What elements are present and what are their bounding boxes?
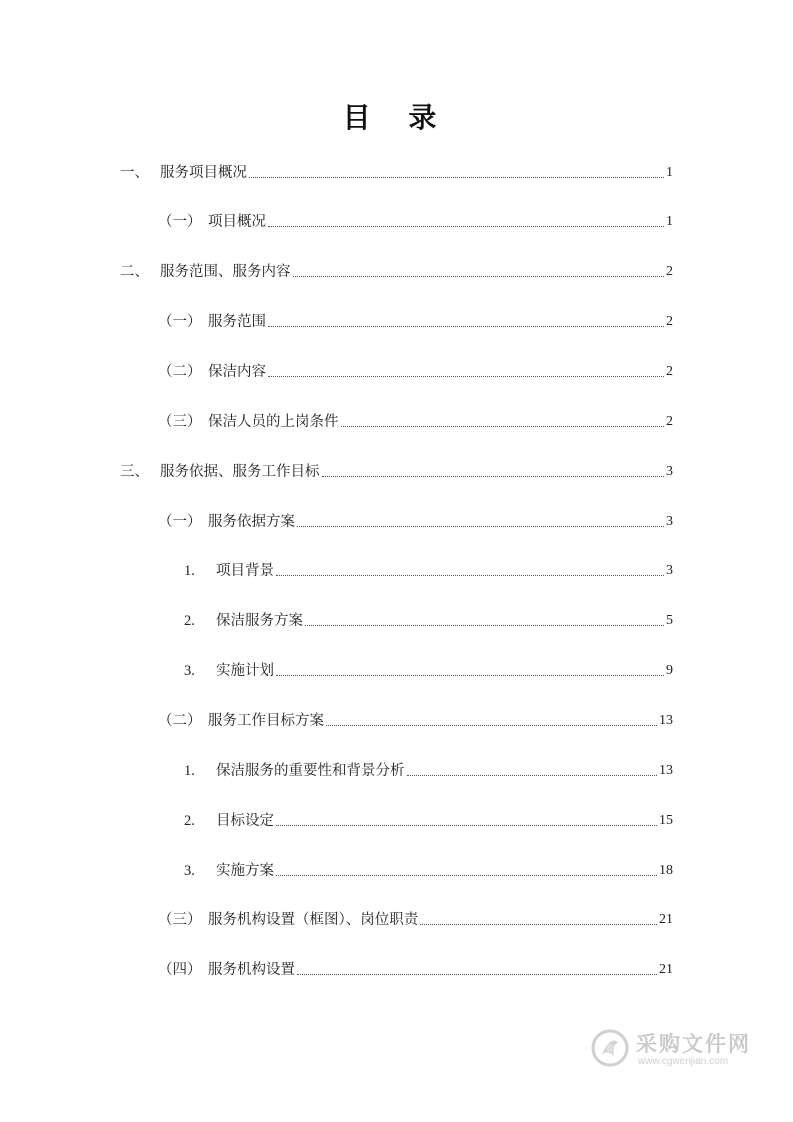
dot-leader <box>341 426 665 427</box>
toc-entry-title: 保洁服务的重要性和背景分析 <box>216 763 405 779</box>
toc-entry-page: 3 <box>666 464 673 479</box>
toc-entry-title: 服务机构设置（框图）、岗位职责 <box>208 912 419 928</box>
watermark-url: www.cgwenjian.com <box>638 1056 729 1067</box>
toc-entry[interactable] <box>158 413 673 431</box>
toc-entry-page: 13 <box>659 763 673 778</box>
dot-leader <box>276 675 664 676</box>
dot-leader <box>322 476 665 477</box>
toc-entry[interactable] <box>184 562 673 580</box>
toc-entry-page: 2 <box>666 314 673 329</box>
toc-entry[interactable] <box>184 762 673 780</box>
dot-leader <box>276 825 657 826</box>
toc-entry-page: 18 <box>659 863 673 878</box>
toc-entry-title: 服务工作目标方案 <box>208 713 324 729</box>
toc-entry-title: 服务机构设置 <box>208 962 295 978</box>
toc-entry-title: 实施计划 <box>216 663 274 679</box>
toc-entry-title: 保洁内容 <box>208 364 266 380</box>
toc-entry-page: 2 <box>666 414 673 429</box>
toc-entry[interactable] <box>158 313 673 331</box>
dot-leader <box>276 575 664 576</box>
toc-entry[interactable] <box>158 363 673 381</box>
toc-entry-title: 保洁人员的上岗条件 <box>208 414 339 430</box>
toc-entry-number: （一） <box>158 214 202 230</box>
toc-entry-title: 目标设定 <box>216 813 274 829</box>
toc-entry[interactable] <box>120 463 673 481</box>
toc-entry-number: 2. <box>184 613 195 629</box>
toc-entry-number: 1. <box>184 563 195 579</box>
toc-entry-title: 服务依据方案 <box>208 514 295 530</box>
page-title: 目 录 <box>342 101 451 134</box>
toc-entry-number: 2. <box>184 813 195 829</box>
toc-entry-page: 3 <box>666 563 673 578</box>
toc-entry-page: 2 <box>666 364 673 379</box>
toc-entry[interactable] <box>158 961 673 979</box>
toc-entry[interactable] <box>184 662 673 680</box>
toc-entry[interactable] <box>184 612 673 630</box>
toc-entry-number: （三） <box>158 912 202 928</box>
toc-entry-page: 2 <box>666 264 673 279</box>
toc-entry-title: 实施方案 <box>216 863 274 879</box>
toc-entry-title: 服务依据、服务工作目标 <box>160 464 320 480</box>
toc-entry-title: 服务范围 <box>208 314 266 330</box>
toc-entry-title: 项目背景 <box>216 563 274 579</box>
dot-leader <box>268 376 664 377</box>
toc-entry-title: 服务项目概况 <box>160 165 247 181</box>
watermark-name: 采购文件网 <box>636 1032 751 1056</box>
toc-entry-number: 三、 <box>120 464 149 480</box>
dot-leader <box>249 177 664 178</box>
toc-entry-number: （三） <box>158 414 202 430</box>
toc-entry-page: 21 <box>659 962 673 977</box>
site-logo-icon <box>590 1028 630 1068</box>
toc-entry-page: 13 <box>659 713 673 728</box>
toc-entry-page: 1 <box>666 214 673 229</box>
toc-entry-number: （二） <box>158 364 202 380</box>
watermark <box>590 1026 765 1076</box>
dot-leader <box>268 226 664 227</box>
dot-leader <box>305 625 664 626</box>
toc-entry-number: （二） <box>158 713 202 729</box>
toc-entry-page: 9 <box>666 663 673 678</box>
dot-leader <box>297 974 657 975</box>
toc-entry-title: 保洁服务方案 <box>216 613 303 629</box>
toc-entry-page: 3 <box>666 514 673 529</box>
toc-entry[interactable] <box>158 712 673 730</box>
toc-entry-page: 15 <box>659 813 673 828</box>
dot-leader <box>297 526 664 527</box>
toc-entry[interactable] <box>120 164 673 182</box>
toc-entry[interactable] <box>158 513 673 531</box>
dot-leader <box>276 875 657 876</box>
toc-entry[interactable] <box>184 812 673 830</box>
toc-entry-number: 一、 <box>120 165 149 181</box>
dot-leader <box>407 775 658 776</box>
toc-entry-page: 5 <box>666 613 673 628</box>
toc-entry-number: 3. <box>184 863 195 879</box>
toc-entry-number: （四） <box>158 962 202 978</box>
toc-entry-number: （一） <box>158 314 202 330</box>
dot-leader <box>420 924 657 925</box>
toc-entry-title: 项目概况 <box>208 214 266 230</box>
toc-entry[interactable] <box>184 862 673 880</box>
toc-entry-number: 二、 <box>120 264 149 280</box>
toc-entry-page: 21 <box>659 912 673 927</box>
toc-entry-page: 1 <box>666 165 673 180</box>
toc-entry[interactable] <box>158 911 673 929</box>
toc-entry-title: 服务范围、服务内容 <box>160 264 291 280</box>
toc-entry-number: 1. <box>184 763 195 779</box>
dot-leader <box>293 276 665 277</box>
toc-entry[interactable] <box>158 213 673 231</box>
toc-entry-number: （一） <box>158 514 202 530</box>
toc-entry-number: 3. <box>184 663 195 679</box>
dot-leader <box>326 725 657 726</box>
dot-leader <box>268 326 664 327</box>
toc-entry[interactable] <box>120 263 673 281</box>
